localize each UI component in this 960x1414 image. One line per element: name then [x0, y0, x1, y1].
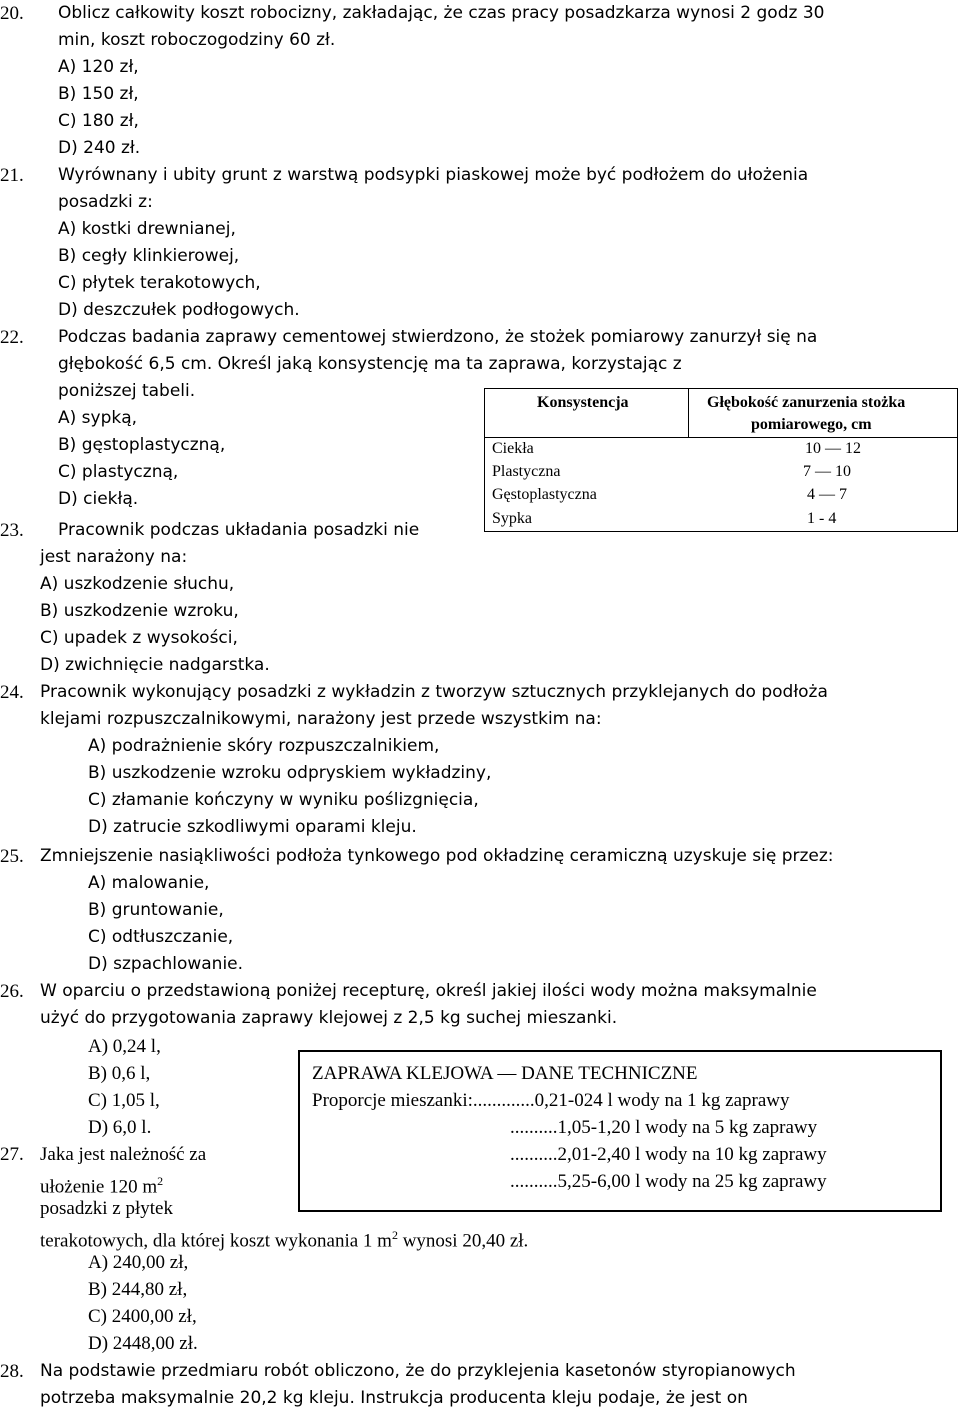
answer-option: B) gruntowanie, [88, 900, 224, 920]
table-cell-range: 10 — 12 [805, 440, 861, 457]
question-text: potrzeba maksymalnie 20,2 kg kleju. Instrukcja producenta kleju podaje, że jest on [40, 1388, 748, 1408]
technical-box-line: ..........1,05-1,20 l wody na 5 kg zaprawy [510, 1117, 818, 1138]
question-number: 20. [0, 3, 24, 24]
answer-option: A) podrażnienie skóry rozpuszczalnikiem, [88, 736, 440, 756]
question-text: głębokość 6,5 cm. Określ jaką konsystencję ma ta zaprawa, korzystając z [58, 354, 682, 374]
question-text: Oblicz całkowity koszt robocizny, zakładając, że czas pracy posadzkarza wynosi 2 godz 30 [58, 3, 825, 23]
question-number: 22. [0, 327, 24, 348]
answer-option: B) 244,80 zł, [88, 1279, 188, 1300]
answer-option: D) 2448,00 zł. [88, 1333, 198, 1354]
answer-option: B) uszkodzenie wzroku odpryskiem wykładziny, [88, 763, 492, 783]
answer-option: B) uszkodzenie wzroku, [40, 601, 239, 621]
question-number: 24. [0, 682, 24, 703]
question-number: 25. [0, 846, 24, 867]
question-text: Podczas badania zaprawy cementowej stwierdzono, że stożek pomiarowy zanurzył się na [58, 327, 818, 347]
table-header-depth-unit: pomiarowego, cm [751, 416, 872, 433]
answer-option: A) 240,00 zł, [88, 1252, 189, 1273]
answer-option: D) ciekłą. [58, 489, 139, 509]
question-number: 21. [0, 165, 24, 186]
answer-option: A) sypką, [58, 408, 138, 428]
question-text: Na podstawie przedmiaru robót obliczono, że do przyklejenia kasetonów styropianowych [40, 1361, 796, 1381]
question-text: posadzki z: [58, 192, 153, 212]
question-text: posadzki z płytek [40, 1198, 173, 1219]
answer-option: C) 2400,00 zł, [88, 1306, 197, 1327]
question-text: terakotowych, dla której koszt wykonania 1 $m^2$ wynosi 20,40 zł. [40, 1228, 529, 1252]
answer-option: B) gęstoplastyczną, [58, 435, 226, 455]
answer-option: C) złamanie kończyny w wyniku poślizgnięcia, [88, 790, 479, 810]
question-number: 28. [0, 1361, 24, 1382]
technical-box-line: ..........5,25-6,00 l wody na 25 kg zaprawy [510, 1171, 827, 1192]
answer-option: A) uszkodzenie słuchu, [40, 574, 235, 594]
answer-option: D) 6,0 l. [88, 1117, 152, 1138]
answer-option: D) zwichnięcie nadgarstka. [40, 655, 270, 675]
question-text: Wyrównany i ubity grunt z warstwą podsypki piaskowej może być podłożem do ułożenia [58, 165, 809, 185]
answer-option: A) 0,24 l, [88, 1036, 161, 1057]
answer-option: B) 150 zł, [58, 84, 139, 104]
question-text: Pracownik podczas układania posadzki nie [58, 520, 420, 540]
question-text: klejami rozpuszczalnikowymi, narażony jest przede wszystkim na: [40, 709, 602, 729]
answer-option: B) cegły klinkierowej, [58, 246, 240, 266]
technical-box-line: Proporcje mieszanki:.............0,21-024 l wody na 1 kg zaprawy [312, 1090, 790, 1111]
technical-data-box [298, 1050, 942, 1212]
question-text: W oparciu o przedstawioną poniżej recepturę, określ jakiej ilości wody można maksymalnie [40, 981, 817, 1001]
table-cell-range: 7 — 10 [803, 463, 851, 480]
answer-option: C) odtłuszczanie, [88, 927, 234, 947]
table-cell-range: 1 - 4 [807, 510, 837, 527]
answer-option: C) 180 zł, [58, 111, 139, 131]
question-number: 27. [0, 1144, 24, 1165]
table-cell-name: Sypka [492, 510, 532, 527]
answer-option: C) 1,05 l, [88, 1090, 160, 1111]
answer-option: B) 0,6 l, [88, 1063, 151, 1084]
question-text: Jaka jest należność za [40, 1144, 207, 1165]
table-cell-name: Gęstoplastyczna [492, 486, 597, 503]
answer-option: C) upadek z wysokości, [40, 628, 238, 648]
question-text: jest narażony na: [40, 547, 188, 567]
question-text: ułożenie 120 $m^2$ [40, 1174, 164, 1198]
question-text: Pracownik wykonujący posadzki z wykładzin z tworzyw sztucznych przyklejanych do podłoża [40, 682, 828, 702]
answer-option: A) 120 zł, [58, 57, 139, 77]
answer-option: D) zatrucie szkodliwymi oparami kleju. [88, 817, 417, 837]
table-cell-range: 4 — 7 [807, 486, 847, 503]
table-cell-name: Plastyczna [492, 463, 561, 480]
technical-box-line: ..........2,01-2,40 l wody na 10 kg zaprawy [510, 1144, 827, 1165]
question-text: poniższej tabeli. [58, 381, 196, 401]
question-text: Zmniejszenie nasiąkliwości podłoża tynkowego pod okładzinę ceramiczną uzyskuje się przez: [40, 846, 834, 866]
answer-option: A) malowanie, [88, 873, 210, 893]
answer-option: C) plastyczną, [58, 462, 179, 482]
answer-option: C) płytek terakotowych, [58, 273, 261, 293]
answer-option: D) szpachlowanie. [88, 954, 244, 974]
table-cell-name: Ciekła [492, 440, 534, 457]
question-text: min, koszt roboczogodziny 60 zł. [58, 30, 336, 50]
table-header-consistency: Konsystencja [537, 394, 629, 411]
consistency-table [484, 388, 958, 532]
question-number: 26. [0, 981, 24, 1002]
table-header-depth: Głębokość zanurzenia stożka [707, 394, 906, 411]
answer-option: D) deszczułek podłogowych. [58, 300, 300, 320]
question-number: 23. [0, 520, 24, 541]
technical-box-title: ZAPRAWA KLEJOWA — DANE TECHNICZNE [312, 1063, 698, 1084]
answer-option: D) 240 zł. [58, 138, 141, 158]
answer-option: A) kostki drewnianej, [58, 219, 236, 239]
question-text: użyć do przygotowania zaprawy klejowej z 2,5 kg suchej mieszanki. [40, 1008, 618, 1028]
